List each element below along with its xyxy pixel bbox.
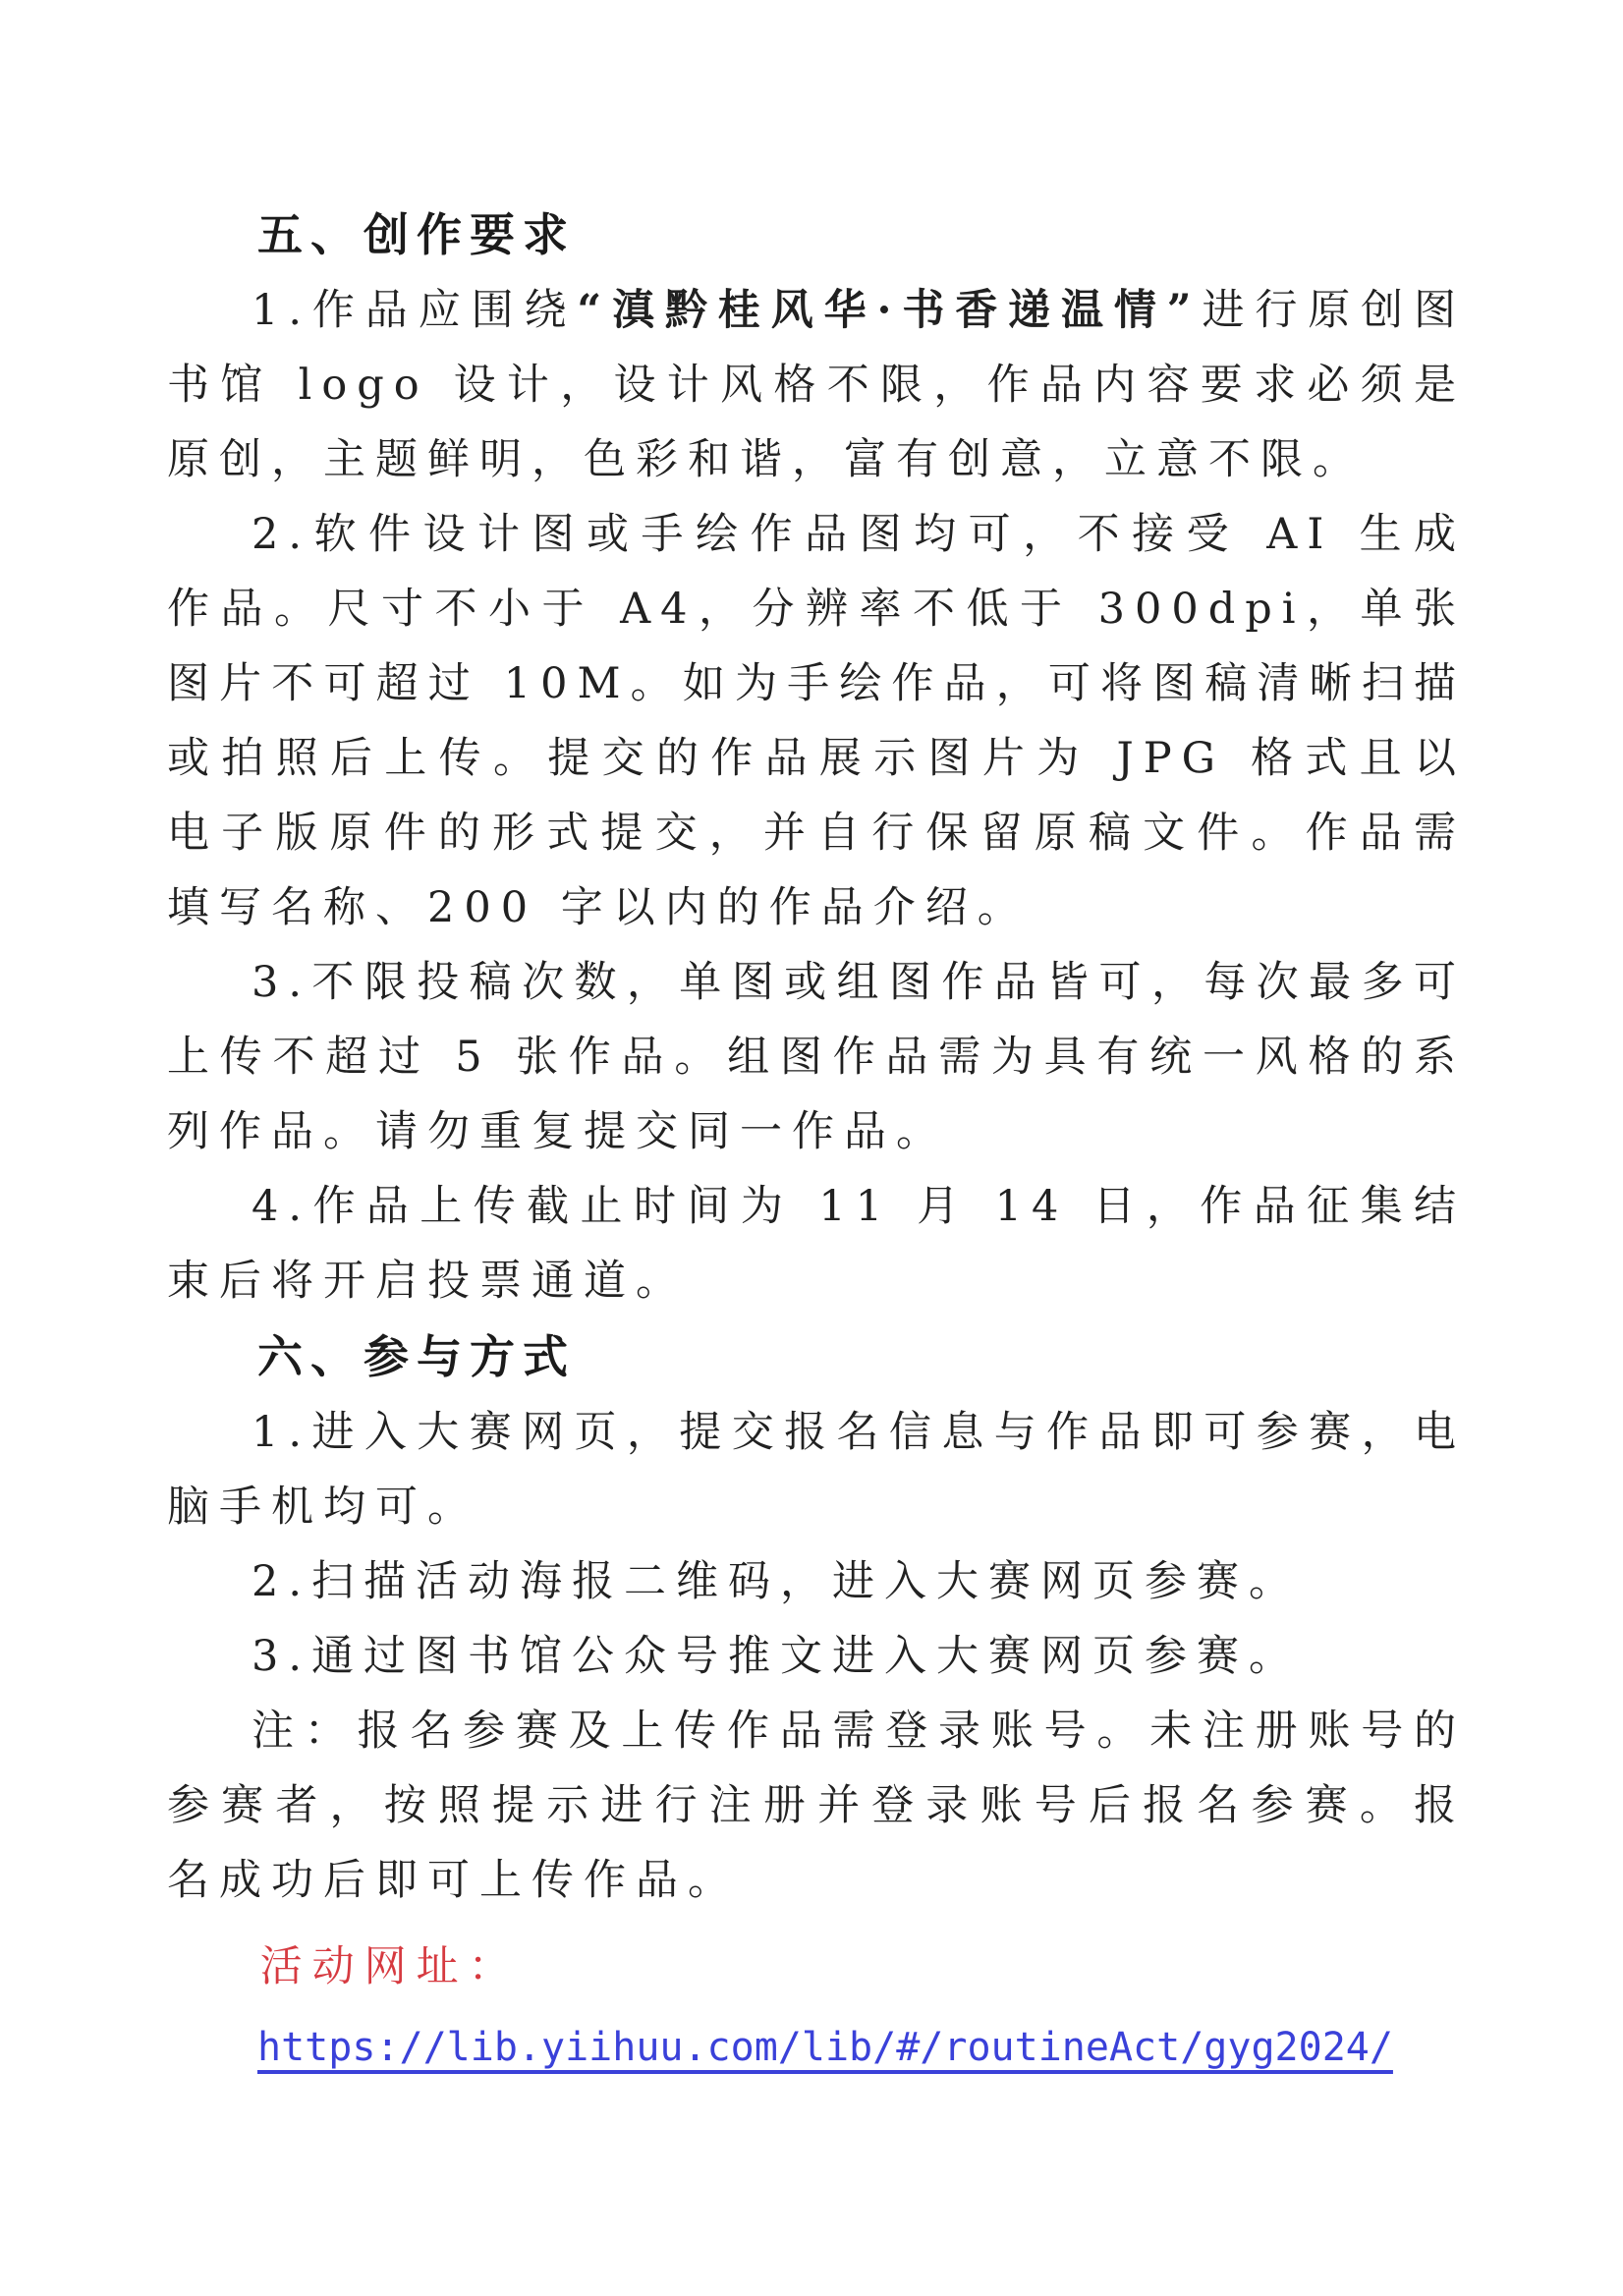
activity-url-link[interactable]: https://lib.yiihuu.com/lib/#/routineAct/gyg2024/ xyxy=(257,2025,1393,2070)
section-5-heading: 五、创作要求 xyxy=(257,208,576,261)
paragraph-participate-qrcode: 2.扫描活动海报二维码，进入大赛网页参赛。 xyxy=(252,1557,1302,1606)
section-creation-requirements xyxy=(167,196,1466,1318)
paragraph-submission-limit: 3.不限投稿次数，单图或组图作品皆可，每次最多可上传不超过 5 张作品。组图作品需为具有统一风格的系列作品。请勿重复提交同一作品。 xyxy=(167,958,1466,1156)
activity-url-label: 活动网址： xyxy=(259,1942,521,1991)
section-participation xyxy=(167,1318,1466,2085)
paragraph-deadline: 4.作品上传截止时间为 11 月 14 日，作品征集结束后将开启投票通道。 xyxy=(167,1182,1466,1306)
paragraph-theme-pre: 1.作品应围绕 xyxy=(252,286,578,335)
paragraph-registration-note: 注：报名参赛及上传作品需登录账号。未注册账号的参赛者，按照提示进行注册并登录账号后报名参赛。报名成功后即可上传作品。 xyxy=(167,1707,1466,1905)
activity-url-line xyxy=(167,2010,1466,2085)
paragraph-theme-post: 进行原创图书馆 logo 设计，设计风格不限，作品内容要求必须是原创，主题鲜明，色彩和谐，富有创意，立意不限。 xyxy=(167,286,1467,484)
paragraph-format-requirement: 2.软件设计图或手绘作品图均可，不接受 AI 生成作品。尺寸不小于 A4，分辨率不低于 300dpi，单张图片不可超过 10M。如为手绘作品，可将图稿清晰扫描或拍照后上传。提交的作品展示图片为 JPG 格式且以电子版原件的形式提交，并自行保留原稿文件。作品需填写名称、200 字以内的作品介绍。 xyxy=(167,510,1466,932)
section-6-heading: 六、参与方式 xyxy=(257,1330,576,1383)
contest-theme-title: “滇黔桂风华·书香递温情” xyxy=(577,286,1202,335)
paragraph-participate-web: 1.进入大赛网页，提交报名信息与作品即可参赛，电脑手机均可。 xyxy=(167,1408,1466,1532)
paragraph-participate-wechat: 3.通过图书馆公众号推文进入大赛网页参赛。 xyxy=(252,1632,1302,1681)
paragraph-theme-requirement xyxy=(167,273,1466,497)
